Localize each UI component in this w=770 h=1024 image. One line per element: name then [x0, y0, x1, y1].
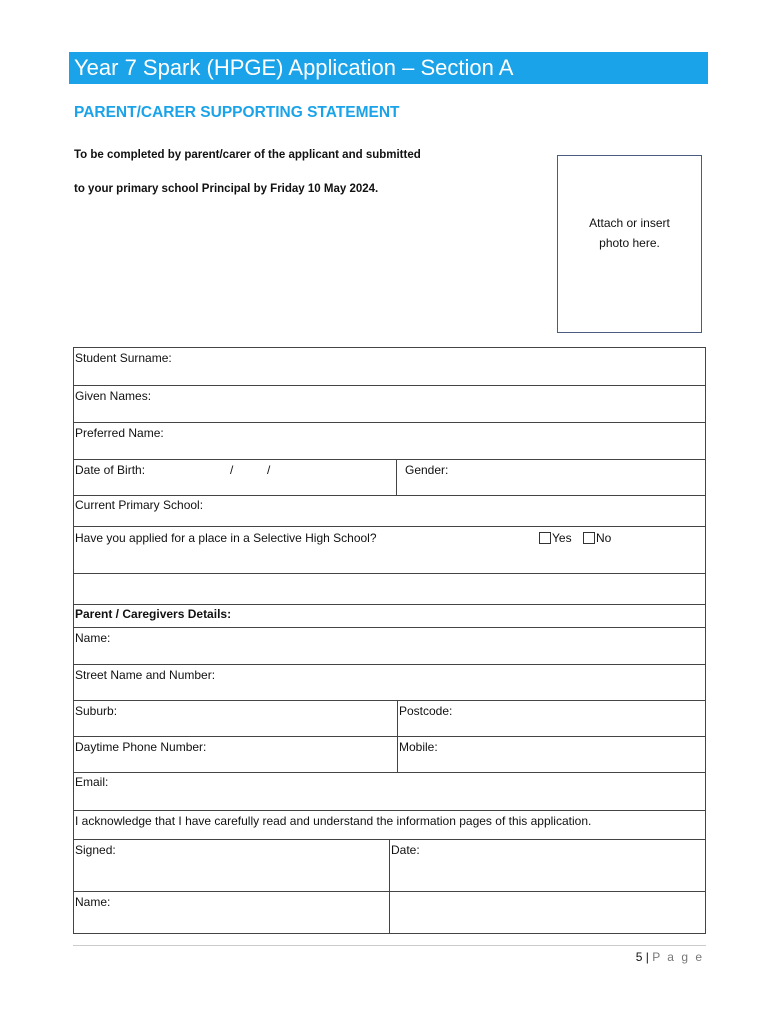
phone-mobile-row — [74, 737, 705, 773]
page-word: P a g e — [652, 950, 704, 964]
selective-school-row — [74, 527, 705, 574]
no-label: No — [596, 531, 612, 545]
photo-box-text-2: photo here. — [599, 236, 660, 250]
photo-upload-box[interactable] — [557, 155, 702, 333]
dob-slash-1: / — [230, 463, 234, 477]
current-primary-school-field[interactable] — [74, 496, 705, 527]
dob-slash-2: / — [267, 463, 271, 477]
parent-details-heading: Parent / Caregivers Details: — [75, 607, 232, 621]
suburb-label: Suburb: — [75, 704, 118, 718]
parent-name-label: Name: — [75, 631, 111, 645]
photo-box-text-1: Attach or insert — [589, 216, 670, 230]
application-form — [73, 347, 706, 934]
page-title: Year 7 Spark (HPGE) Application – Section A — [69, 52, 708, 84]
given-names-field[interactable] — [74, 386, 705, 423]
instruction-line-2: to your primary school Principal by Friday 10 May 2024. — [74, 183, 379, 195]
date-field[interactable] — [390, 840, 705, 891]
student-surname-label: Student Surname: — [75, 351, 172, 365]
daytime-phone-label: Daytime Phone Number: — [75, 740, 207, 754]
street-field[interactable] — [74, 665, 705, 701]
footer-separator: | — [645, 950, 649, 964]
blank-row[interactable] — [74, 574, 705, 605]
yes-checkbox[interactable] — [539, 532, 551, 544]
yes-label: Yes — [552, 531, 572, 545]
given-names-label: Given Names: — [75, 389, 152, 403]
instruction-line-1: To be completed by parent/carer of the applicant and submitted — [74, 149, 421, 161]
suburb-field[interactable] — [74, 701, 397, 736]
no-checkbox[interactable] — [583, 532, 595, 544]
street-label: Street Name and Number: — [75, 668, 216, 682]
date-of-birth-label: Date of Birth: — [75, 463, 146, 477]
signed-date-row — [74, 840, 705, 892]
mobile-field[interactable] — [398, 737, 705, 772]
signer-name-label: Name: — [75, 895, 111, 909]
acknowledgement-row — [74, 811, 705, 840]
dob-gender-row — [74, 460, 705, 496]
footer-divider — [73, 945, 706, 946]
preferred-name-field[interactable] — [74, 423, 705, 460]
acknowledgement-text: I acknowledge that I have carefully read and understand the information pages of this application. — [75, 814, 592, 828]
signer-name-row — [74, 892, 705, 934]
postcode-label: Postcode: — [399, 704, 453, 718]
date-label: Date: — [391, 843, 420, 857]
current-primary-school-label: Current Primary School: — [75, 498, 204, 512]
no-option[interactable] — [583, 529, 611, 547]
page-number: 5 — [635, 950, 643, 964]
signed-label: Signed: — [75, 843, 116, 857]
signed-field[interactable] — [74, 840, 389, 891]
section-subtitle: PARENT/CARER SUPPORTING STATEMENT — [74, 104, 400, 121]
yes-option[interactable] — [539, 529, 572, 547]
email-field[interactable] — [74, 773, 705, 811]
gender-label: Gender: — [405, 463, 449, 477]
email-label: Email: — [75, 775, 109, 789]
gender-field[interactable] — [397, 460, 705, 495]
daytime-phone-field[interactable] — [74, 737, 397, 772]
signer-blank-field[interactable] — [390, 892, 705, 934]
parent-name-field[interactable] — [74, 628, 705, 665]
selective-school-question: Have you applied for a place in a Selective High School? — [75, 531, 377, 545]
student-surname-field[interactable] — [74, 348, 705, 386]
mobile-label: Mobile: — [399, 740, 438, 754]
date-of-birth-field[interactable] — [74, 460, 396, 495]
page-footer — [636, 950, 704, 964]
parent-details-heading-row — [74, 605, 705, 628]
suburb-postcode-row — [74, 701, 705, 737]
postcode-field[interactable] — [398, 701, 705, 736]
preferred-name-label: Preferred Name: — [75, 426, 164, 440]
signer-name-field[interactable] — [74, 892, 389, 934]
